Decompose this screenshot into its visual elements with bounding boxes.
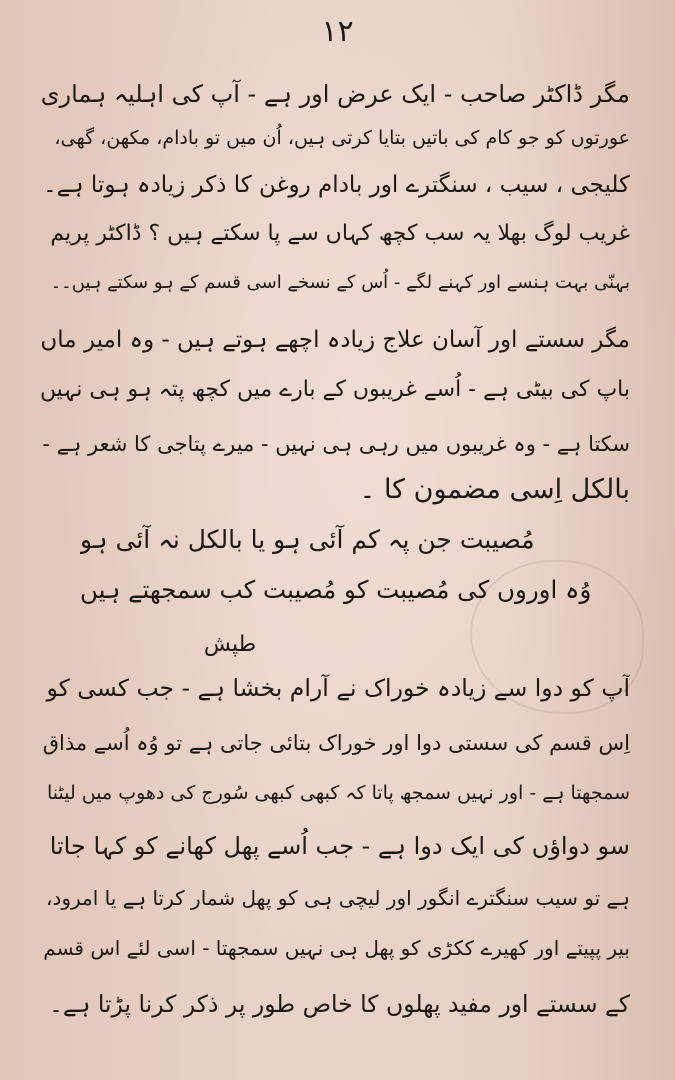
page-number: ١٢ — [321, 14, 354, 49]
verse-line: وُہ اوروں کی مُصیبت کو مُصیبت کب سمجھتے ہیں — [80, 575, 592, 604]
text-line: ہے تو سیب سنگترے انگور اور لیچی ہی کو پھل شمار کرتا ہے یا امرود، — [45, 886, 630, 910]
text-line: اِس قسم کی سستی دوا اور خوراک بتائی جاتی ہے تو وُہ اُسے مذاق — [42, 731, 630, 755]
text-line: سکتا ہے - وہ غریبوں میں رہی ہی نہیں - میرے پتاجی کا شعر ہے - — [42, 432, 630, 456]
text-line: کے سستے اور مفید پھلوں کا خاص طور پر ذکر کرنا پڑتا ہے۔ — [49, 990, 630, 1018]
text-line: سمجھتا ہے - اور نہیں سمجھ پاتا کہ کبھی کبھی سُورج کی دھوپ میں لیٹنا — [46, 782, 630, 804]
text-line: آپ کو دوا سے زیادہ خوراک نے آرام بخشا ہے - جب کسی کو — [46, 674, 630, 702]
text-line: بیر پپیتے اور کھیرے ککڑی کو پھل ہی نہیں سمجھتا - اسی لئے اس قسم — [43, 936, 630, 960]
verse-line: مُصیبت جن پہ کم آئی ہو یا بالکل نہ آئی ہو — [80, 525, 535, 554]
text-line: سو دواؤں کی ایک دوا ہے - جب اُسے پھل کھانے کو کہا جاتا — [49, 832, 630, 860]
text-line: کلیجی ، سیب ، سنگترے اور بادام روغن کا ذکر زیادہ ہوتا ہے۔ — [43, 172, 630, 198]
text-line: باپ کی بیٹی ہے - اُسے غریبوں کے بارے میں کچھ پتہ ہو ہی نہیں — [40, 377, 630, 402]
text-line: مگر ڈاکٹر صاحب - ایک عرض اور ہے - آپ کی اہلیہ ہماری — [40, 80, 630, 108]
poet-name: طپش — [203, 632, 257, 657]
text-line: عورتوں کو جو کام کی باتیں بتایا کرتی ہیں، اُن میں تو بادام، مکھن، گھی، — [54, 127, 630, 149]
text-line: بہنّی بہت ہنسے اور کہنے لگے - اُس کے نسخے اسی قسم کے ہو سکتے ہیں۔۔ — [50, 272, 630, 293]
text-line: مگر سستے اور آسان علاج زیادہ اچھے ہوتے ہیں - وہ امیر ماں — [40, 327, 630, 353]
text-line: بالکل اِسی مضمون کا ۔ — [359, 474, 630, 505]
text-line: غریب لوگ بھلا یہ سب کچھ کہاں سے پا سکتے ہیں ؟ ڈاکٹر پریم — [50, 221, 630, 246]
